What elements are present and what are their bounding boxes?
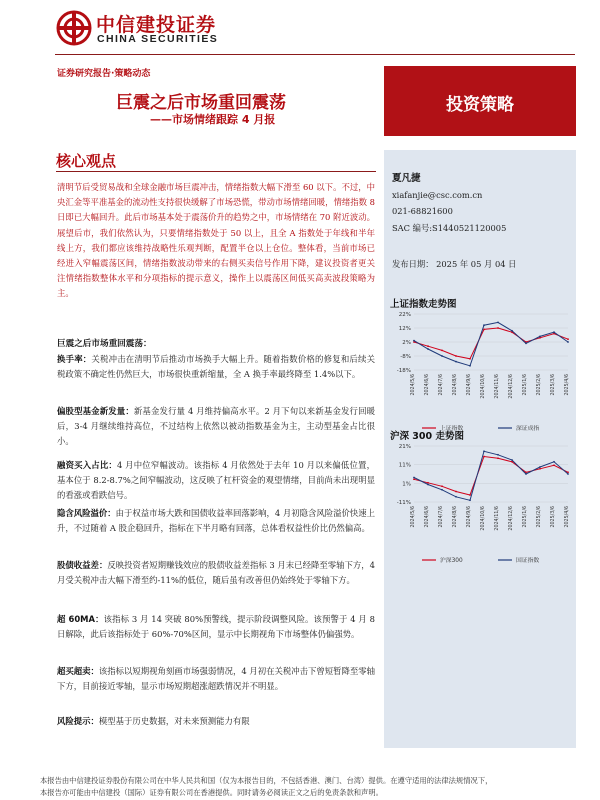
chart-title: 沪深 300 走势图 [390, 431, 464, 442]
x-tick-label: 2024/10/6 [481, 374, 486, 399]
page-subtitle: ——市场情绪跟踪 4 月报 [150, 113, 276, 126]
point-text: 模型基于历史数据，对未来预测能力有限 [98, 716, 250, 726]
data-point [525, 473, 527, 475]
x-tick-label: 2025/3/6 [551, 374, 556, 396]
x-tick-label: 2025/2/6 [537, 374, 542, 396]
data-point [497, 457, 499, 459]
legend-label: 上证指数 [440, 426, 464, 432]
x-tick-label: 2025/2/6 [537, 506, 542, 528]
point-text: 反映投资者短期赚钱效应的股债收益差指标 3 月末已经降至零轴下方，4 月受关税冲击大幅下滑至约-11%的低位，随后虽有改善但仍始终处于零轴下方。 [57, 560, 376, 586]
point-fund-issuance [57, 404, 375, 450]
data-point [455, 491, 457, 493]
data-point [525, 343, 527, 345]
x-tick-label: 2024/11/6 [495, 374, 500, 399]
data-point [441, 485, 443, 487]
analyst-sac: SAC 编号:S1440521120005 [392, 223, 507, 233]
analyst-phone: 021-68821600 [392, 206, 453, 216]
core-view-divider [56, 171, 376, 172]
point-label: 股债收益差： [57, 560, 108, 570]
data-point [455, 361, 457, 363]
x-tick-label: 2025/4/6 [565, 374, 570, 396]
legend-label: 深证成指 [516, 426, 540, 432]
disclaimer-line: 本报告由中信建投证券股份有限公司在中华人民共和国（仅为本报告目的，不包括香港、澳门、台湾）提供。在遵守适用的法律法规情况下， [40, 776, 493, 785]
y-tick-label: 21% [398, 444, 411, 450]
data-point [483, 329, 485, 331]
y-tick-label: 11% [398, 462, 411, 469]
series-line [414, 457, 568, 496]
point-label: 换手率： [57, 354, 92, 364]
data-point [497, 322, 499, 324]
category-banner [384, 66, 576, 136]
chart-title: 上证指数走势图 [390, 299, 457, 310]
y-tick-label: 12% [398, 326, 411, 332]
analyst-name: 夏凡捷 [392, 173, 421, 184]
logo-chinese-name: 中信建投证券 [96, 14, 217, 36]
x-tick-label: 2024/12/6 [509, 506, 514, 531]
x-tick-label: 2025/1/6 [523, 506, 528, 528]
x-tick-label: 2025/4/6 [565, 506, 570, 528]
point-label: 风险提示： [57, 716, 99, 726]
data-point [413, 340, 415, 342]
point-text: 由于权益市场大跌和国债收益率回落影响，4 月初隐含风险溢价快速上升，不过随着 A 股企稳回升，指标在下半月略有回落，总体看权益性价比仍然偏高。 [57, 508, 375, 534]
header-divider [55, 54, 575, 55]
analyst-email[interactable]: xiafanjie@csc.com.cn [392, 190, 483, 200]
x-tick-label: 2024/5/6 [411, 506, 416, 528]
data-point [469, 499, 471, 501]
data-point [469, 358, 471, 360]
point-label: 偏股型基金新发量： [57, 406, 134, 416]
x-tick-label: 2025/3/6 [551, 506, 556, 528]
sse-index-chart [388, 308, 576, 436]
data-point [413, 478, 415, 480]
x-tick-label: 2024/6/6 [425, 374, 430, 396]
data-point [441, 489, 443, 491]
data-point [567, 338, 569, 340]
point-stock-bond-spread [57, 558, 375, 588]
point-text: 新基金发行量 4 月维持偏高水平。2 月下旬以来新基金发行回暖后，3-4 月继续维持高位，不过结构上依然以被动指数基金为主，主动型基金占比很小。 [57, 406, 375, 447]
y-tick-label: -18% [396, 368, 411, 374]
point-above-60ma [57, 612, 375, 642]
series-line [414, 451, 568, 500]
report-type: 证券研究报告·策略动态 [57, 69, 151, 79]
csi300-chart [388, 440, 576, 568]
point-text: 该指标 3 月 14 突破 80%预警线，提示阶段调整风险。该预警于 4 月 8 日解除，此后该指标处于 60%-70%区间，显示中长期视角下市场整体仍偏强势。 [57, 614, 375, 640]
data-point [455, 355, 457, 357]
data-point [553, 331, 555, 333]
x-tick-label: 2024/8/6 [453, 506, 458, 528]
data-point [511, 330, 513, 332]
point-label: 隐含风险溢价： [57, 508, 116, 518]
point-turnover [57, 352, 375, 382]
x-tick-label: 2024/12/6 [509, 374, 514, 399]
point-risk-warning [57, 714, 375, 729]
disclaimer-footer [40, 775, 600, 799]
data-point [413, 477, 415, 479]
x-tick-label: 2024/9/6 [467, 374, 472, 396]
data-point [483, 324, 485, 326]
publish-date: 发布日期： 2025 年 05 月 04 日 [392, 259, 517, 269]
logo-english-name: CHINA SECURITIES [97, 33, 219, 45]
legend-label: 沪深300 [440, 558, 463, 564]
point-label: 融资买入占比： [57, 460, 117, 470]
data-point [469, 365, 471, 367]
data-point [455, 496, 457, 498]
company-logo [56, 8, 246, 48]
core-summary: 清明节后受贸易战和全球金融市场巨震冲击，情绪指数大幅下滑至 60 以下。不过，中央汇金等平准基金的流动性支持很快缓解了市场恐慌，带动市场情绪回暖，情绪指数 8 日即已大幅回升。此后市场基本处于震荡价升的趋势之中，市场情绪在 70 附近波动。展望后市，我们依然认为，只要情绪指数处于 50 以上，且全 A 指数处于年线和半年线上方，我们都应该维持战略性乐观判断，配置半仓以上仓位。整体看，当前市场已经进入窄幅震荡区间，情绪指数波动带来的右侧买卖信号作用下降，建议投资者更关注情绪指数整体水平和分项指标的提示意义，操作上以震荡区间低买高卖波段策略为主。 [57, 182, 375, 299]
data-point [441, 350, 443, 352]
data-point [539, 466, 541, 468]
data-point [497, 327, 499, 329]
point-text: 关税冲击在清明节后推动市场换手大幅上升。随着指数价格的修复和后续关税政策不确定性仍然巨大，市场很快重新缩量，全 A 换手率最终降至 1.4%以下。 [57, 354, 376, 380]
data-point [539, 468, 541, 470]
data-point [567, 473, 569, 475]
disclaimer-line: 本报告亦可能由中信建投（国际）证券有限公司在香港提供。同时请务必阅读正文之后的免责条款和声明。 [40, 788, 383, 797]
x-tick-label: 2024/10/6 [481, 506, 486, 531]
point-risk-premium [57, 506, 375, 536]
data-point [567, 341, 569, 343]
point-text: 该指标以短期视角刻画市场强弱情况，4 月初在关税冲击下曾短暂降至零轴下方，目前接近零轴，显示市场短期超涨超跌情况并不明显。 [57, 666, 376, 692]
section-heading: 巨震之后市场重回震荡： [57, 339, 152, 349]
x-tick-label: 2024/7/6 [439, 374, 444, 396]
data-point [539, 336, 541, 338]
core-view-heading: 核心观点 [56, 152, 117, 170]
data-point [483, 450, 485, 452]
y-tick-label: -8% [400, 354, 411, 360]
data-point [427, 484, 429, 486]
point-overbought-oversold [57, 664, 375, 694]
data-point [483, 456, 485, 458]
point-text: 4 月中位窄幅波动。该指标 4 月依然处于去年 10 月以来偏低位置，基本位于 8.2-8.7%之间窄幅波动，这反映了杠杆资金的观望情绪，目前尚未出现明显的看涨或看跌信号。 [57, 460, 376, 501]
data-point [497, 454, 499, 456]
x-tick-label: 2024/8/6 [453, 374, 458, 396]
x-tick-label: 2025/1/6 [523, 374, 528, 396]
point-margin-buying [57, 458, 375, 504]
x-tick-label: 2024/6/6 [425, 506, 430, 528]
x-tick-label: 2024/11/6 [495, 506, 500, 531]
y-tick-label: 22% [398, 312, 411, 318]
point-label: 超 60MA： [57, 614, 104, 624]
data-point [427, 482, 429, 484]
page-title: 巨震之后市场重回震荡 [116, 93, 286, 113]
y-tick-label: -11% [396, 500, 411, 506]
y-tick-label: 2% [402, 340, 411, 346]
data-point [441, 355, 443, 357]
data-point [427, 345, 429, 347]
logo-emblem-icon [56, 10, 92, 46]
data-point [553, 461, 555, 463]
point-label: 超买超卖： [57, 666, 99, 676]
data-point [427, 348, 429, 350]
category-banner-label: 投资策略 [446, 95, 514, 115]
data-point [469, 494, 471, 496]
x-tick-label: 2024/7/6 [439, 506, 444, 528]
y-tick-label: 1% [402, 481, 411, 488]
x-tick-label: 2024/5/6 [411, 374, 416, 396]
data-point [511, 459, 513, 461]
legend-label: 国证指数 [516, 558, 540, 564]
series-line [414, 328, 568, 359]
data-point [553, 464, 555, 466]
x-tick-label: 2024/9/6 [467, 506, 472, 528]
